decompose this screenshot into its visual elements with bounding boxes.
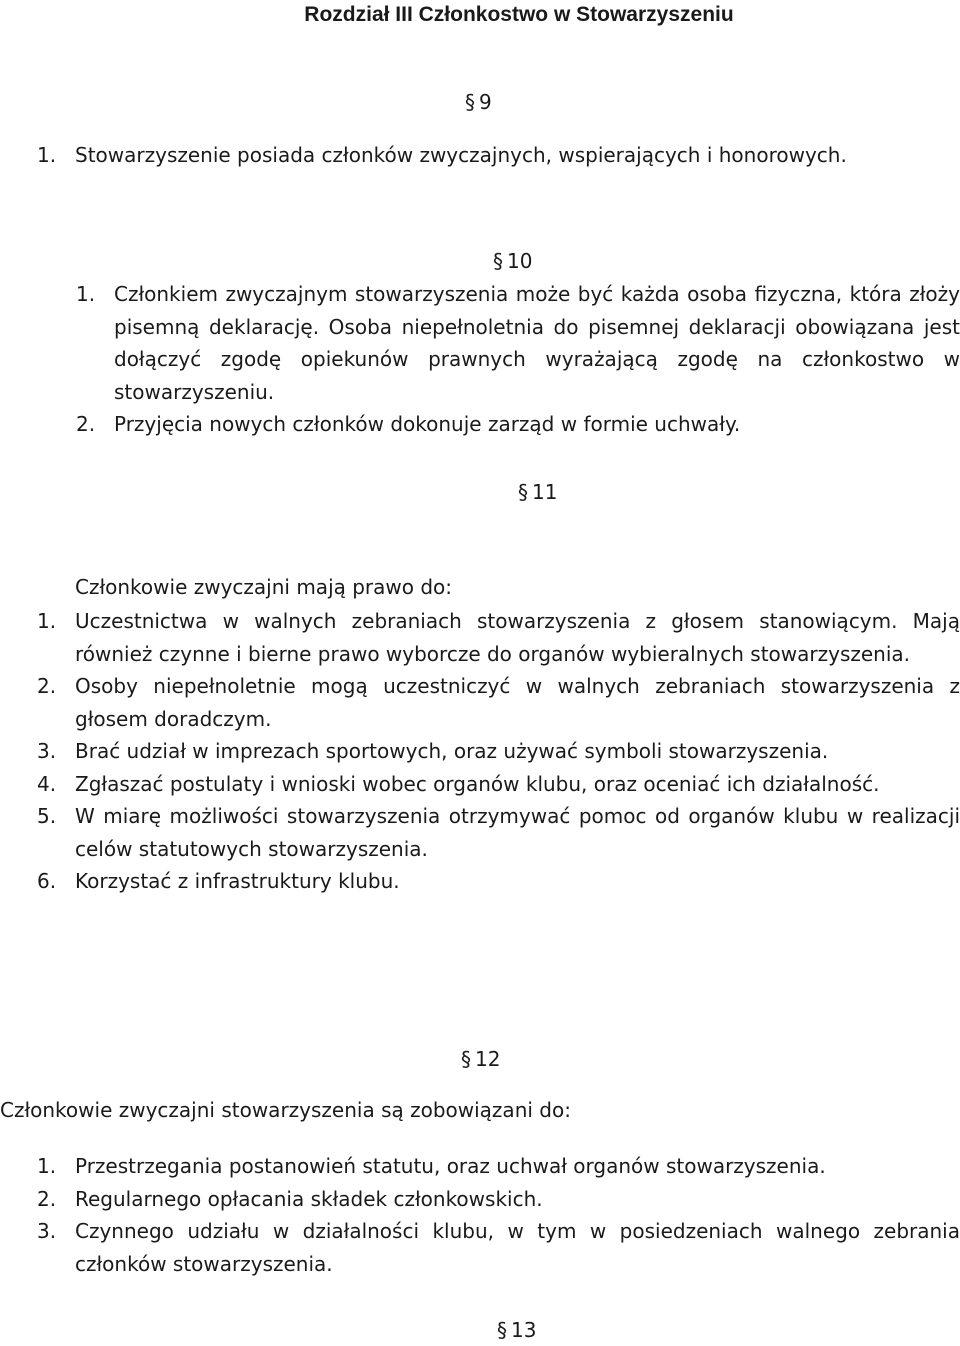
section-heading-10 xyxy=(493,245,532,277)
item-number: 3. xyxy=(37,1219,57,1243)
item-number: 2. xyxy=(76,412,96,436)
item-number: 1. xyxy=(37,609,57,633)
item-number: 1. xyxy=(37,143,57,167)
item-text: Uczestnictwa w walnych zebraniach stowarzyszenia z głosem stanowiącym. Mają również czynne i bierne prawo wyborcze do organów wybieralnych stowarzyszenia. xyxy=(75,609,960,666)
section-10-list xyxy=(76,278,960,441)
item-number: 2. xyxy=(37,1186,57,1211)
item-text: Brać udział w imprezach sportowych, oraz używać symboli stowarzyszenia. xyxy=(75,739,829,763)
item-text: Korzystać z infrastruktury klubu. xyxy=(75,869,400,893)
list-item xyxy=(76,278,960,408)
section-number: 13 xyxy=(511,1318,537,1342)
item-text: Osoby niepełnoletnie mogą uczestniczyć w walnych zebraniach stowarzyszenia z głosem doradczym. xyxy=(75,674,960,731)
item-text: W miarę możliwości stowarzyszenia otrzymywać pomoc od organów klubu w realizacji celów statutowych stowarzyszenia. xyxy=(75,804,960,861)
section-12-intro: Członkowie zwyczajni stowarzyszenia są zobowiązani do: xyxy=(0,1098,571,1122)
section-12-list xyxy=(37,1150,960,1280)
item-number: 1. xyxy=(76,282,96,306)
section-symbol: § xyxy=(497,1318,507,1342)
list-item xyxy=(37,735,960,768)
list-item xyxy=(37,800,960,865)
section-number: 9 xyxy=(479,90,492,114)
item-text: Członkiem zwyczajnym stowarzyszenia może być każda osoba fizyczna, która złoży pisemną deklarację. Osoba niepełnoletnia do pisemnej deklaracji obowiązana jest dołączyć zgodę opiekunów prawnych wyrażającą zgodę na członkostwo w stowarzyszeniu. xyxy=(114,282,960,404)
chapter-title: Rozdział III Członkostwo w Stowarzyszeniu xyxy=(304,3,734,26)
list-item xyxy=(37,605,960,670)
section-heading-13 xyxy=(497,1314,536,1346)
item-number: 4. xyxy=(37,771,57,796)
section-number: 11 xyxy=(532,480,558,504)
item-number: 1. xyxy=(37,1154,57,1178)
section-heading-12 xyxy=(461,1043,500,1075)
item-text: Przestrzegania postanowień statutu, oraz uchwał organów stowarzyszenia. xyxy=(75,1154,826,1178)
section-symbol: § xyxy=(461,1047,471,1071)
item-number: 5. xyxy=(37,804,57,828)
item-number: 6. xyxy=(37,869,57,893)
list-item xyxy=(37,1183,960,1216)
list-item xyxy=(37,1150,960,1183)
list-item xyxy=(37,139,955,172)
item-text: Czynnego udziału w działalności klubu, w tym w posiedzeniach walnego zebrania członków stowarzyszenia. xyxy=(75,1219,960,1276)
section-heading-9 xyxy=(465,86,492,118)
item-text: Stowarzyszenie posiada członków zwyczajnych, wspierających i honorowych. xyxy=(75,143,847,167)
section-number: 10 xyxy=(507,249,533,273)
item-text: Regularnego opłacania składek członkowskich. xyxy=(75,1186,543,1211)
list-item xyxy=(76,408,960,441)
section-11-list xyxy=(37,605,960,898)
section-symbol: § xyxy=(518,480,528,504)
item-number: 3. xyxy=(37,739,57,763)
item-text: Zgłaszać postulaty i wnioski wobec organów klubu, oraz oceniać ich działalność. xyxy=(75,771,880,796)
section-heading-11 xyxy=(518,476,557,508)
section-number: 12 xyxy=(475,1047,501,1071)
section-symbol: § xyxy=(493,249,503,273)
list-item xyxy=(37,670,960,735)
list-item xyxy=(37,1215,960,1280)
item-text: Przyjęcia nowych członków dokonuje zarząd w formie uchwały. xyxy=(114,412,741,436)
list-item xyxy=(37,865,960,898)
list-item xyxy=(37,768,960,801)
section-11-intro: Członkowie zwyczajni mają prawo do: xyxy=(75,575,453,599)
section-symbol: § xyxy=(465,90,475,114)
item-number: 2. xyxy=(37,674,57,698)
section-9-list xyxy=(37,139,955,172)
